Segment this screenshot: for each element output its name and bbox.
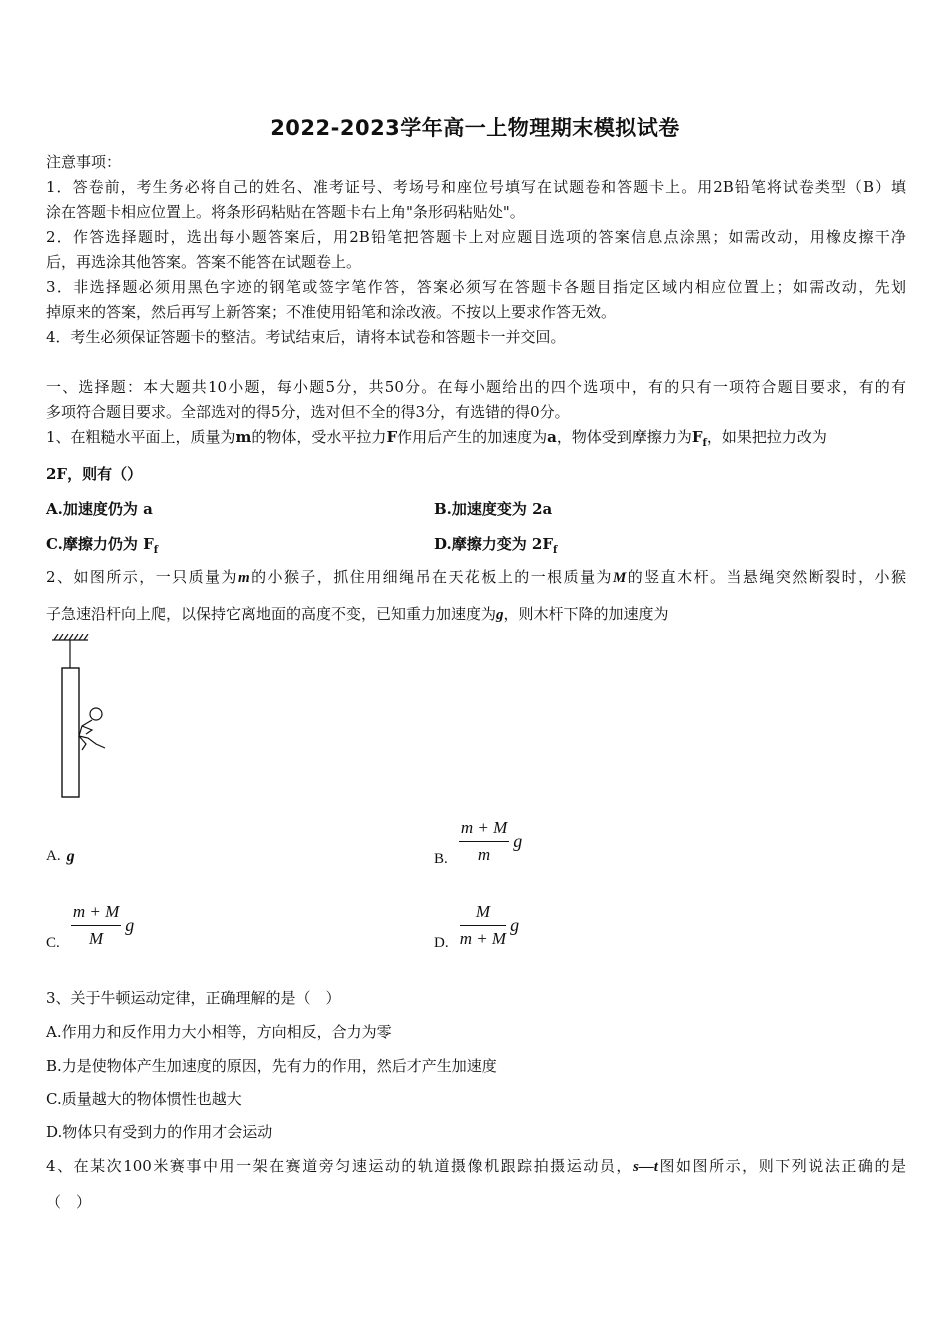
notice-line-4: 后，再选涂其他答案。答案不能答在试题卷上。	[46, 253, 362, 271]
q2-option-d: D. $\frac{M}{m + M}$ g	[434, 902, 520, 951]
pole	[62, 668, 79, 797]
q3-option-c: C.质量越大的物体惯性也越大	[46, 1090, 242, 1108]
monkey	[79, 708, 105, 750]
q3-stem: 3、关于牛顿运动定律，正确理解的是（ ）	[46, 989, 341, 1007]
section-1-heading-line-1: 一、选择题：本大题共10小题，每小题5分，共50分。在每小题给出的四个选项中，有的只有一项符合题目要求，有的有	[46, 378, 906, 396]
notice-line-1: 1．答卷前，考生务必将自己的姓名、准考证号、考场号和座位号填写在试题卷和答题卡上。用2B铅笔将试卷类型（B）填	[46, 178, 906, 196]
section-1-heading-line-2: 多项符合题目要求。全部选对的得5分，选对但不全的得3分，有选错的得0分。	[46, 403, 570, 421]
q3-option-a: A.作用力和反作用力大小相等，方向相反，合力为零	[46, 1023, 392, 1041]
q1-stem-line-1: 1、在粗糙水平面上，质量为m的物体，受水平拉力F作用后产生的加速度为a，物体受到摩擦力为$F_f$，如果把拉力改为	[46, 428, 827, 449]
notice-line-2: 涂在答题卡相应位置上。将条形码粘贴在答题卡右上角"条形码粘贴处"。	[46, 203, 525, 221]
ceiling	[52, 634, 88, 640]
q3-option-d: D.物体只有受到力的作用才会运动	[46, 1123, 273, 1141]
page-title: 2022-2023学年高一上物理期末模拟试卷	[270, 116, 680, 140]
q2-stem-line-2: 子急速沿杆向上爬，以保持它离地面的高度不变，已知重力加速度为g，则木杆下降的加速度为	[46, 605, 669, 623]
q2-option-b: B. $\frac{m + M}{m}$ g	[434, 818, 523, 867]
q2-option-c: C. $\frac{m + M}{M}$ g	[46, 902, 135, 951]
q1-option-d: D.摩擦力变为 $2F_f$	[434, 535, 558, 556]
q1-option-b: B.加速度变为 2a	[434, 500, 553, 518]
q2-stem-line-1: 2、如图所示，一只质量为m的小猴子，抓住用细绳吊在天花板上的一根质量为M的竖直木杆。当悬绳突然断裂时，小猴	[46, 568, 906, 586]
q4-stem-line-2: （ ）	[46, 1193, 92, 1211]
notice-line-7: 4．考生必须保证答题卡的整洁。考试结束后，请将本试卷和答题卡一并交回。	[46, 328, 566, 346]
q1-stem-line-2: 2F，则有（）	[46, 465, 143, 483]
notice-line-3: 2．作答选择题时，选出每小题答案后，用2B铅笔把答题卡上对应题目选项的答案信息点涂黑；如需改动，用橡皮擦干净	[46, 228, 906, 246]
monkey-pole-figure	[46, 634, 116, 804]
notice-heading: 注意事项：	[46, 153, 122, 171]
notice-line-6: 掉原来的答案，然后再写上新答案；不准使用铅笔和涂改液。不按以上要求作答无效。	[46, 303, 617, 321]
q1-option-c: C.摩擦力仍为 $F_f$	[46, 535, 159, 556]
q4-stem-line-1: 4、在某次100米赛事中用一架在赛道旁匀速运动的轨道摄像机跟踪拍摄运动员，s—t图如图所示，则下列说法正确的是	[46, 1157, 906, 1175]
q1-option-a: A.加速度仍为 a	[46, 500, 153, 518]
notice-line-5: 3．非选择题必须用黑色字迹的钢笔或签字笔作答，答案必须写在答题卡各题目指定区域内相应位置上；如需改动，先划	[46, 278, 906, 296]
q2-option-a: A. g	[46, 848, 75, 865]
q3-option-b: B.力是使物体产生加速度的原因，先有力的作用，然后才产生加速度	[46, 1057, 497, 1075]
